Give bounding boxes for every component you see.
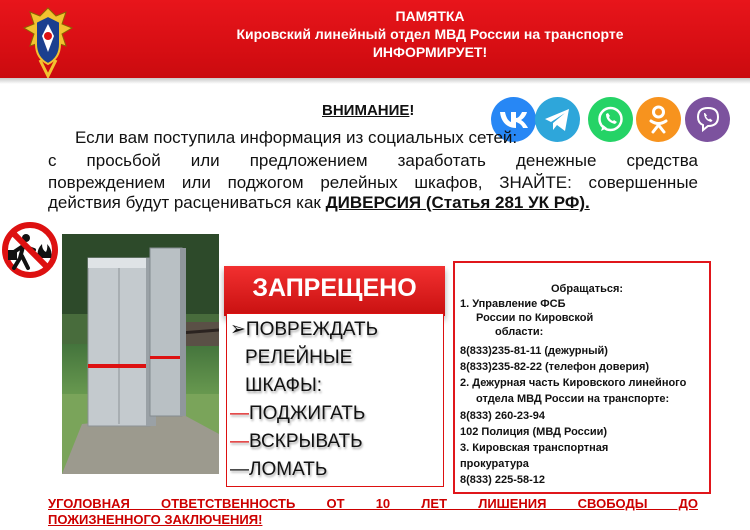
mvd-emblem-icon xyxy=(20,2,76,78)
contact-line: отдела МВД России на транспорте: xyxy=(476,393,670,405)
header-title: ПАМЯТКА xyxy=(395,8,465,24)
contact-line: 2. Дежурная часть Кировского линейного xyxy=(460,377,687,389)
list-item: ШКАФЫ: xyxy=(245,375,323,396)
list-item: РЕЛЕЙНЫЕ xyxy=(245,347,353,368)
relay-cabinet-photo xyxy=(62,234,219,474)
list-item: —ЛОМАТЬ xyxy=(230,459,328,480)
header-subtitle: Кировский линейный отдел МВД России на транспорте xyxy=(236,26,624,42)
contacts-heading: Обращаться: xyxy=(551,283,624,295)
forbidden-list xyxy=(226,313,444,487)
list-item: ➢ПОВРЕЖДАТЬ xyxy=(230,319,379,340)
contact-line: 1. Управление ФСБ xyxy=(460,298,566,310)
contact-line: 8(833)235-81-11 (дежурный) xyxy=(460,345,608,357)
no-arson-sign-icon xyxy=(0,208,64,292)
body-line-2: с просьбой или предложением заработать денежные средства xyxy=(48,151,698,170)
liability-warning-line-1: УГОЛОВНАЯ ОТВЕТСТВЕННОСТЬ ОТ 10 ЛЕТ ЛИШЕНИЯ СВОБОДЫ ДО xyxy=(48,496,698,511)
attention-heading: ВНИМАНИЕ! xyxy=(322,102,415,119)
forbidden-title: ЗАПРЕЩЕНО xyxy=(252,274,417,302)
contact-line: 8(833) 260-23-94 xyxy=(460,410,546,422)
contact-line: области: xyxy=(495,326,544,338)
body-line-1: Если вам поступила информация из социальных сетей: xyxy=(75,128,518,147)
contact-line: 102 Полиция (МВД России) xyxy=(460,426,608,438)
header-shadow xyxy=(0,78,750,84)
forbidden-header xyxy=(224,266,445,316)
list-item: —ПОДЖИГАТЬ xyxy=(230,403,366,424)
contact-line: России по Кировской xyxy=(476,312,594,324)
contact-line: 3. Кировская транспортная xyxy=(460,442,609,454)
contact-line: 8(833)235-82-22 (телефон доверия) xyxy=(460,361,650,373)
contact-line: 8(833) 225-58-12 xyxy=(460,474,546,486)
contacts-box xyxy=(453,261,711,494)
header-informs: ИНФОРМИРУЕТ! xyxy=(372,44,488,60)
contact-line: прокуратура xyxy=(460,458,529,470)
body-line-3: повреждением или поджогом релейных шкафов, ЗНАЙТЕ: совершенные xyxy=(48,173,698,192)
list-item: —ВСКРЫВАТЬ xyxy=(230,431,363,452)
diversion-statement: ДИВЕРСИЯ (Статья 281 УК РФ). xyxy=(325,193,590,212)
body-line-4: действия будут расцениваться как ДИВЕРСИЯ (Статья 281 УК РФ). xyxy=(48,193,590,212)
liability-warning-line-2: ПОЖИЗНЕННОГО ЗАКЛЮЧЕНИЯ! xyxy=(48,512,263,527)
